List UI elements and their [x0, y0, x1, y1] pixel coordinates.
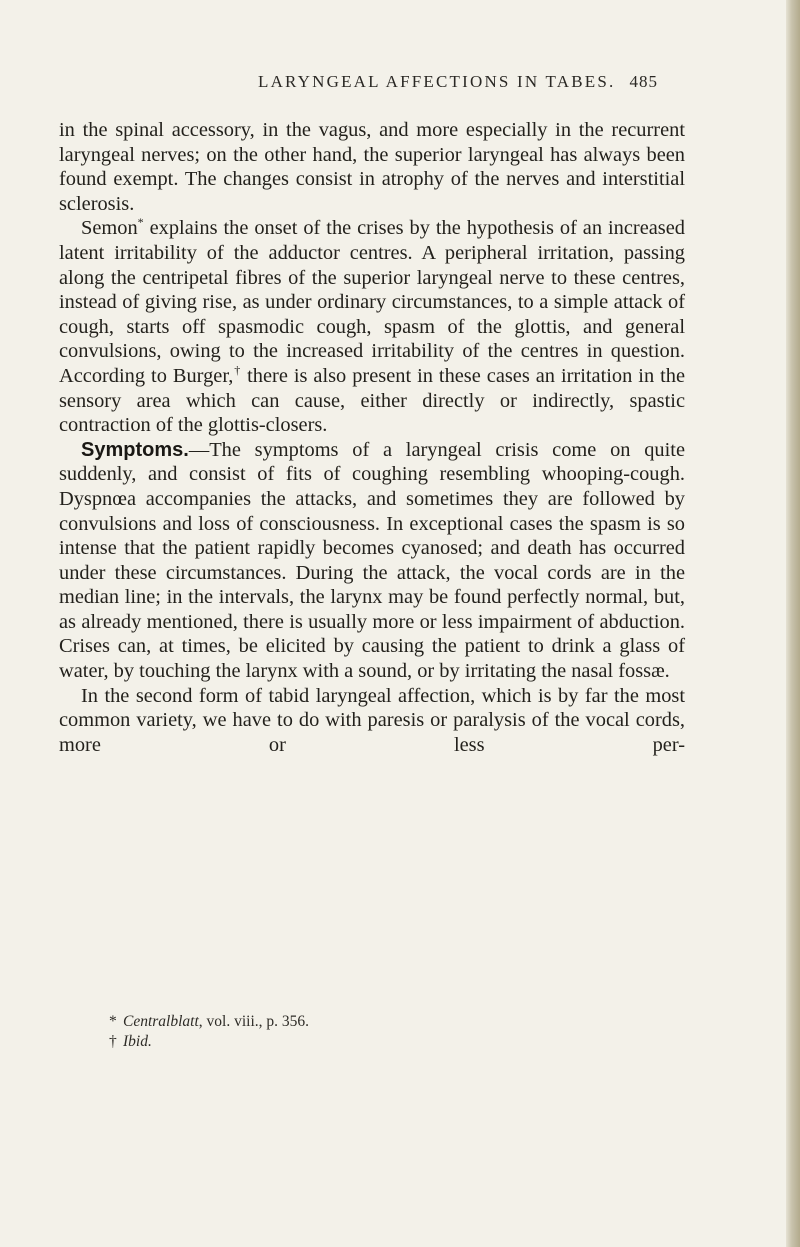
footnote	[109, 1032, 309, 1052]
page-number: 485	[629, 72, 658, 91]
paragraph-symptoms	[59, 438, 685, 684]
paragraph-continuation	[59, 118, 685, 216]
footnotes	[109, 1012, 309, 1052]
section-heading: Symptoms.	[81, 438, 189, 461]
paragraph-second-form	[59, 684, 685, 758]
footnote	[109, 1012, 309, 1032]
paragraph-semon	[59, 216, 685, 437]
footnote-mark: †	[109, 1033, 117, 1050]
author-name: Semon	[81, 217, 138, 240]
footnote-citation: , vol. viii., p. 356.	[198, 1013, 310, 1030]
paragraph-text: in the spinal accessory, in the vagus, and more especially in the recurrent laryngeal nerves; on the other hand, the superior laryngeal has always been found exempt. The changes consist in atrophy of the nerves and interstitial sclerosis.	[59, 119, 685, 215]
footnote-title: Centralblatt	[123, 1013, 199, 1030]
paragraph-text: explains the onset of the crises by the hypothesis of an increased latent irritability of the adductor centres. A peripheral irritation, passing along the centripetal fibres of the superior laryngeal nerve to these centres, instead of giving rise, as under ordinary circumstances, to a simple attack of cough, starts off spasmodic cough, spasm of the glottis, and general convulsions, owing to the increased irritability of the centres in question. According to Burger,	[59, 217, 685, 387]
footnote-reference: *	[137, 215, 144, 230]
paragraph-text: In the second form of tabid laryngeal affection, which is by far the most common variety, we have to do with paresis or paralysis of the vocal cords, more or less per-	[59, 684, 685, 756]
footnote-mark: *	[109, 1013, 117, 1030]
paragraph-text: there is also present in these cases an irritation in the sensory area which can cause, either directly or indirectly, spastic contraction of the glottis-closers.	[59, 364, 686, 437]
paragraph-text: —The symptoms of a laryngeal crisis come on quite suddenly, and consist of fits of coughing resembling whooping-cough. Dyspnœa accompanies the attacks, and sometimes they are followed by convulsions and loss of consciousness. In exceptional cases the spasm is so intense that the patient rapidly becomes cyanosed; and death has occurred under these circumstances. During the attack, the vocal cords are in the median line; in the intervals, the larynx may be found perfectly normal, but, as already mentioned, there is usually more or less impairment of abduction. Crises can, at times, be elicited by causing the patient to drink a glass of water, by touching the larynx with a sound, or by irritating the nasal fossæ.	[59, 438, 685, 683]
body-text	[59, 118, 685, 757]
running-header	[258, 72, 658, 92]
footnote-title: Ibid.	[123, 1033, 152, 1050]
running-title: LARYNGEAL AFFECTIONS IN TABES.	[258, 72, 616, 91]
footnote-reference: †	[233, 363, 242, 378]
page-edge	[786, 0, 800, 1247]
